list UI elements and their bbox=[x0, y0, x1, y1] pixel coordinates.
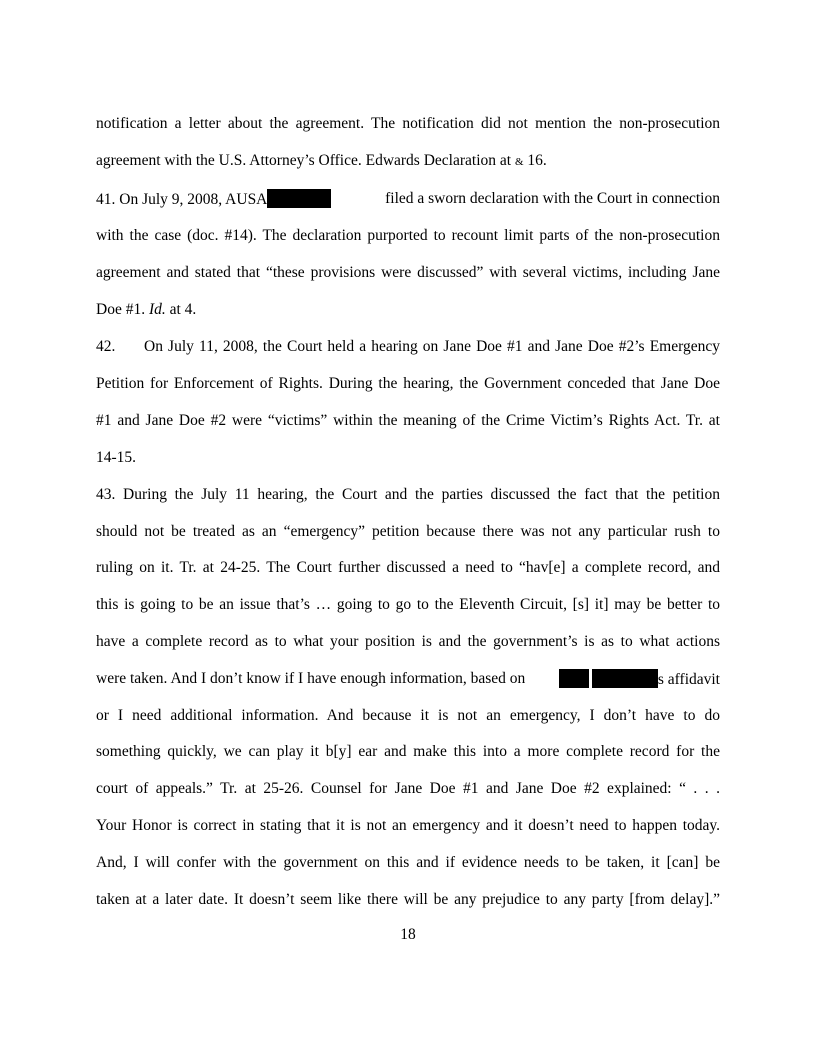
text-line bbox=[96, 189, 720, 210]
text-line: taken at a later date. It doesn’t seem like there will be any prejudice to any party [from delay].” bbox=[96, 891, 720, 908]
text-line: On July 11, 2008, the Court held a hearing on Jane Doe #1 and Jane Doe #2’s Emergency bbox=[144, 338, 720, 355]
text-span: s affidavit bbox=[657, 671, 720, 688]
redaction-box bbox=[592, 669, 658, 688]
text-span: Doe #1. bbox=[96, 301, 149, 318]
paragraph-symbol: & bbox=[514, 156, 524, 168]
text-line: Your Honor is correct in stating that it is not an emergency and it doesn’t need to happen today. bbox=[96, 817, 720, 834]
text-line: something quickly, we can play it b[y] ear and make this into a more complete record for the bbox=[96, 743, 720, 760]
text-line: or I need additional information. And because it is not an emergency, I don’t have to do bbox=[96, 707, 720, 724]
text-span bbox=[96, 189, 331, 210]
text-span: were taken. And I don’t know if I have enough information, based on bbox=[96, 670, 526, 687]
paragraph-number: 42. bbox=[96, 338, 116, 355]
text-line bbox=[96, 300, 720, 320]
text-line: 14-15. bbox=[96, 449, 137, 466]
redaction-box bbox=[559, 669, 589, 688]
text-line: this is going to be an issue that’s … going to go to the Eleventh Circuit, [s] it] may be better to bbox=[96, 596, 720, 613]
text-line: And, I will confer with the government on this and if evidence needs to be taken, it [can] be bbox=[96, 854, 720, 871]
text-line: #1 and Jane Doe #2 were “victims” within the meaning of the Crime Victim’s Rights Act. Tr. at bbox=[96, 412, 720, 429]
text-line bbox=[96, 669, 720, 690]
redaction-box bbox=[267, 189, 331, 208]
text-span: 41. On July 9, 2008, AUSA bbox=[96, 191, 268, 208]
text-span bbox=[559, 669, 720, 690]
text-line: have a complete record as to what your position is and the government’s is as to what actions bbox=[96, 633, 720, 650]
text-line: should not be treated as an “emergency” petition because there was not any particular rush to bbox=[96, 523, 720, 540]
text-line: 43. During the July 11 hearing, the Court and the parties discussed the fact that the petition bbox=[96, 486, 720, 503]
text-span: 16. bbox=[523, 152, 547, 169]
text-line: with the case (doc. #14). The declaration purported to recount limit parts of the non-prosecution bbox=[96, 227, 720, 244]
text-line: ruling on it. Tr. at 24-25. The Court further discussed a need to “hav[e] a complete record, and bbox=[96, 559, 720, 576]
page-number: 18 bbox=[400, 926, 416, 943]
text-line: agreement and stated that “these provisions were discussed” with several victims, including Jane bbox=[96, 264, 720, 281]
text-line: court of appeals.” Tr. at 25-26. Counsel for Jane Doe #1 and Jane Doe #2 explained: “ . . . bbox=[96, 780, 720, 797]
text-line: notification a letter about the agreement. The notification did not mention the non-prosecution bbox=[96, 115, 720, 132]
citation-id: Id. bbox=[148, 301, 166, 318]
text-span: at 4. bbox=[165, 301, 197, 318]
text-line bbox=[96, 151, 720, 172]
text-span: agreement with the U.S. Attorney’s Office. Edwards Declaration at bbox=[96, 152, 515, 169]
text-span: filed a sworn declaration with the Court in connection bbox=[385, 190, 720, 207]
text-line: Petition for Enforcement of Rights. During the hearing, the Government conceded that Jane Doe bbox=[96, 375, 720, 392]
